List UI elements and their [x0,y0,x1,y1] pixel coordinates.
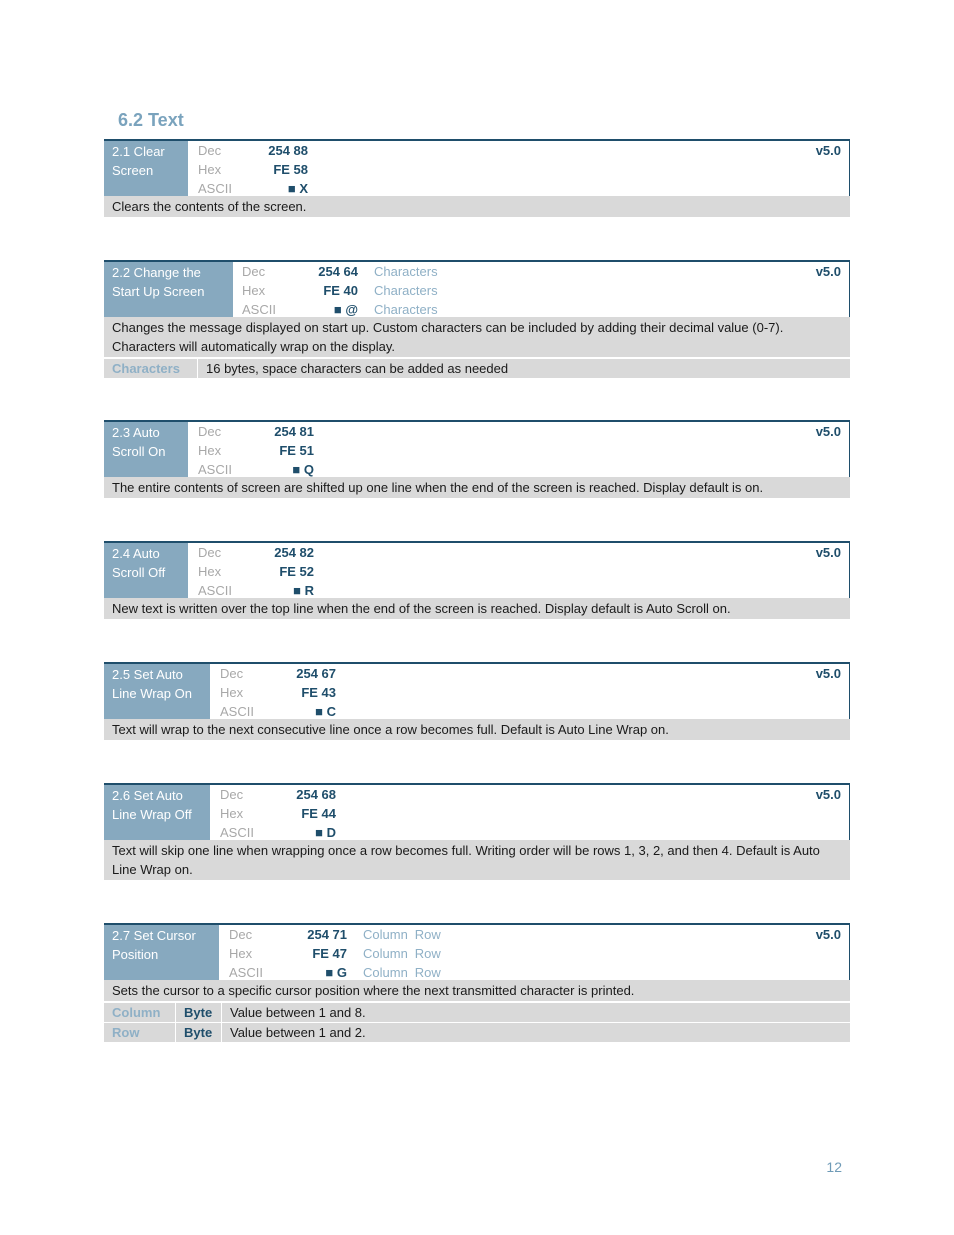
hex-value: FE 51 [279,443,314,458]
command-name [104,422,188,477]
dec-label: Dec [220,787,244,802]
param-type: Byte [175,1003,221,1022]
command-auto-scroll-off [104,541,850,620]
command-header [104,541,850,598]
dec-value: 254 71 [307,927,347,942]
param-column: Column [363,927,408,942]
command-header [104,783,850,840]
param-row: Row [414,946,441,961]
param-names [363,925,448,944]
command-description: Changes the message displayed on start up. Custom characters can be included by adding their decimal value (0-7). Characters will automatically wrap on the display. [104,317,850,358]
command-name [104,262,233,317]
dec-value: 254 88 [268,143,308,158]
command-codes [198,543,314,600]
dec-label: Dec [229,927,253,942]
param-description: Value between 1 and 8. [221,1003,850,1022]
hex-label: Hex [198,443,222,458]
version: v5.0 [815,143,841,158]
command-header [104,662,850,719]
command-name-line2: Position [112,947,159,962]
command-set-cursor-position [104,923,850,1042]
ascii-label: ASCII [229,965,263,980]
command-header [104,923,850,980]
ascii-value: ■ D [315,825,336,840]
param-name: Column [112,1005,161,1020]
param-row [104,358,850,378]
command-name-line2: Scroll Off [112,565,166,580]
param-column: Column [363,946,408,961]
ascii-value: ■ X [287,181,308,196]
hex-label: Hex [229,946,253,961]
dec-value: 254 82 [274,545,314,560]
version: v5.0 [815,424,841,439]
command-name [104,925,219,980]
hex-value: FE 47 [312,946,347,961]
command-change-startup-screen [104,260,850,378]
command-name [104,141,188,196]
ascii-label: ASCII [220,704,254,719]
param-names [363,944,448,963]
hex-label: Hex [242,283,266,298]
ascii-label: ASCII [198,181,232,196]
param-characters: Characters [374,283,438,298]
command-auto-scroll-on [104,420,850,499]
command-name-line1: 2.3 Auto [112,425,160,440]
command-name-line1: 2.4 Auto [112,546,160,561]
command-name-line1: 2.7 Set Cursor [112,928,196,943]
ascii-value: ■ Q [292,462,314,477]
command-header [104,420,850,477]
hex-label: Hex [198,162,222,177]
dec-label: Dec [198,545,222,560]
command-description: The entire contents of screen are shifted up one line when the end of the screen is reached. Display default is on. [104,477,850,499]
command-name-line2: Line Wrap Off [112,807,192,822]
param-row [104,1022,850,1042]
param-description: 16 bytes, space characters can be added as needed [197,359,850,378]
dec-value: 254 68 [296,787,336,802]
hex-label: Hex [198,564,222,579]
command-description: Text will skip one line when wrapping once a row becomes full. Writing order will be rows 1, 3, 2, and then 4. Default is Auto Line Wrap on. [104,840,850,881]
version: v5.0 [815,264,841,279]
version: v5.0 [815,927,841,942]
ascii-label: ASCII [220,825,254,840]
command-codes [229,925,448,982]
param-characters: Characters [374,264,438,279]
command-name-line2: Screen [112,163,154,178]
hex-label: Hex [220,806,244,821]
command-header [104,139,850,196]
command-description: Text will wrap to the next consecutive line once a row becomes full. Default is Auto Line Wrap on. [104,719,850,741]
param-description: Value between 1 and 2. [221,1023,850,1042]
command-codes [198,422,314,479]
ascii-value: ■ G [325,965,347,980]
command-clear-screen [104,139,850,218]
ascii-label: ASCII [242,302,276,317]
command-name-line1: 2.2 Change the [112,265,201,280]
version: v5.0 [815,545,841,560]
dec-label: Dec [220,666,244,681]
dec-label: Dec [242,264,266,279]
ascii-value: ■ C [315,704,336,719]
param-names [374,281,445,300]
param-row: Row [414,965,441,980]
command-codes [220,664,336,721]
param-row: Row [414,927,441,942]
command-description: Sets the cursor to a specific cursor position where the next transmitted character is printed. [104,980,850,1002]
command-name-line2: Line Wrap On [112,686,192,701]
hex-value: FE 58 [273,162,308,177]
hex-value: FE 40 [323,283,358,298]
command-name-line1: 2.1 Clear [112,144,165,159]
command-codes [242,262,445,319]
param-name: Row [112,1025,140,1040]
ascii-label: ASCII [198,462,232,477]
ascii-value: ■ @ [333,302,358,317]
dec-value: 254 67 [296,666,336,681]
command-name [104,785,210,840]
version: v5.0 [815,787,841,802]
hex-value: FE 52 [279,564,314,579]
dec-label: Dec [198,143,222,158]
command-auto-line-wrap-off [104,783,850,881]
command-name [104,664,210,719]
command-name-line2: Start Up Screen [112,284,205,299]
command-name-line1: 2.6 Set Auto [112,788,183,803]
param-type: Byte [175,1023,221,1042]
command-name-line1: 2.5 Set Auto [112,667,183,682]
section-title: 6.2 Text [118,110,184,130]
dec-label: Dec [198,424,222,439]
command-auto-line-wrap-on [104,662,850,741]
param-name: Characters [112,361,180,376]
dec-value: 254 64 [318,264,358,279]
command-name-line2: Scroll On [112,444,166,459]
param-characters: Characters [374,302,438,317]
version: v5.0 [815,666,841,681]
hex-value: FE 44 [301,806,336,821]
dec-value: 254 81 [274,424,314,439]
param-names [374,262,445,281]
param-names [363,963,448,982]
hex-label: Hex [220,685,244,700]
hex-value: FE 43 [301,685,336,700]
command-description: Clears the contents of the screen. [104,196,850,218]
param-column: Column [363,965,408,980]
ascii-value: ■ R [293,583,314,598]
page-number: 12 [826,1159,842,1175]
command-header [104,260,850,317]
command-codes [198,141,308,198]
command-description: New text is written over the top line when the end of the screen is reached. Display default is Auto Scroll on. [104,598,850,620]
command-codes [220,785,336,842]
ascii-label: ASCII [198,583,232,598]
param-names [374,300,445,319]
param-row [104,1002,850,1022]
command-name [104,543,188,598]
